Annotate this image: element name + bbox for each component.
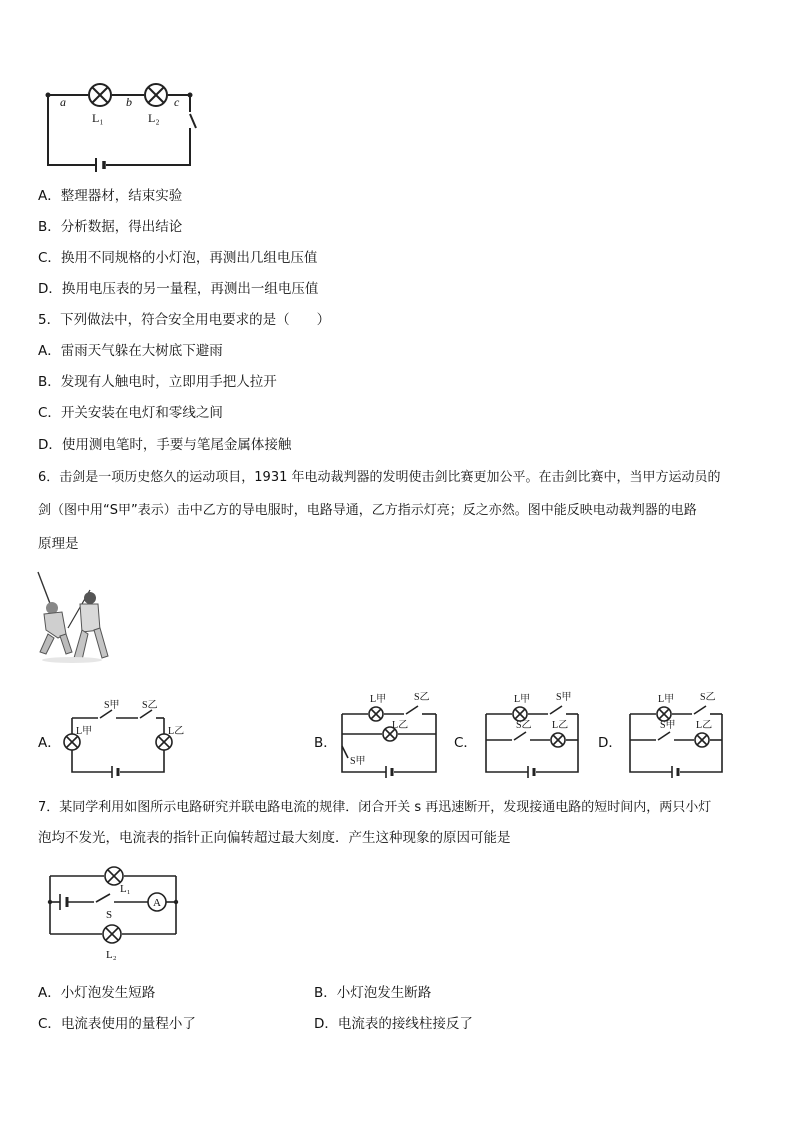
- svg-text:L乙: L乙: [392, 720, 409, 731]
- q6-option-d-circuit: [620, 688, 730, 780]
- q6-option-c-letter: C．: [454, 735, 477, 751]
- q6-option-d-letter: D．: [598, 735, 622, 751]
- svg-text:S乙: S乙: [414, 692, 430, 703]
- q7-option-d: D．电流表的接线柱接反了: [314, 1016, 473, 1032]
- svg-text:S乙: S乙: [700, 692, 716, 703]
- q4-label-a: a: [60, 95, 66, 109]
- q6-option-a-letter: A．: [38, 735, 61, 751]
- q6-option-a-circuit: [60, 694, 190, 778]
- q4-option-d: D．换用电压表的另一量程，再测出一组电压值: [38, 281, 319, 297]
- svg-text:L乙: L乙: [552, 720, 569, 731]
- q7-label-l2: L₂: [106, 949, 117, 961]
- svg-text:L甲: L甲: [658, 694, 675, 705]
- q7-label-s: S: [106, 909, 113, 921]
- svg-text:S乙: S乙: [516, 720, 532, 731]
- q5-option-b: B．发现有人触电时，立即用手把人拉开: [38, 374, 277, 390]
- svg-text:S甲: S甲: [660, 720, 676, 731]
- fencing-photo: [32, 568, 112, 664]
- svg-text:S甲: S甲: [104, 700, 120, 711]
- q6-option-b-letter: B．: [314, 735, 337, 751]
- q4-label-c: c: [174, 95, 180, 109]
- q7-label-ammeter: A: [153, 897, 161, 909]
- svg-text:S甲: S甲: [350, 756, 366, 767]
- q7-stem-line-2: 泡均不发光，电流表的指针正向偏转超过最大刻度．产生这种现象的原因可能是: [38, 830, 511, 846]
- svg-text:L乙: L乙: [696, 720, 713, 731]
- svg-text:L甲: L甲: [370, 694, 387, 705]
- q6-stem-line-2: 剑（图中用“S甲”表示）击中乙方的导电服时，电路导通，乙方指示灯亮；反之亦然。图中能反映电动裁判器的电路: [38, 503, 697, 518]
- q6-stem-line-1: 6．击剑是一项历史悠久的运动项目，1931 年电动裁判器的发明使击剑比赛更加公平。在击剑比赛中，当甲方运动员的: [38, 470, 721, 485]
- q4-option-b: B．分析数据，得出结论: [38, 219, 183, 235]
- q5-stem: 5．下列做法中，符合安全用电要求的是（ ）: [38, 312, 331, 328]
- q5-option-c: C．开关安装在电灯和零线之间: [38, 405, 223, 421]
- q5-option-a: A．雷雨天气躲在大树底下避雨: [38, 343, 223, 359]
- q7-option-c: C．电流表使用的量程小了: [38, 1016, 196, 1032]
- svg-text:S甲: S甲: [556, 692, 572, 703]
- q6-option-b-circuit: [334, 688, 442, 780]
- q4-label-b: b: [126, 95, 132, 109]
- svg-text:L乙: L乙: [168, 726, 185, 737]
- q7-stem-line-1: 7．某同学利用如图所示电路研究并联电路电流的规律．闭合开关 s 再迅速断开，发现接通电路的短时间内，两只小灯: [38, 800, 712, 815]
- svg-text:L甲: L甲: [514, 694, 531, 705]
- q4-label-l2: L₂: [148, 111, 160, 125]
- q7-option-b: B．小灯泡发生断路: [314, 985, 432, 1001]
- q4-option-c: C．换用不同规格的小灯泡，再测出几组电压值: [38, 250, 318, 266]
- q6-option-c-circuit: [476, 688, 586, 780]
- q5-option-d: D．使用测电笔时，手要与笔尾金属体接触: [38, 437, 292, 453]
- q7-option-a: A．小灯泡发生短路: [38, 985, 156, 1001]
- svg-text:S乙: S乙: [142, 700, 158, 711]
- q4-option-a: A．整理器材，结束实验: [38, 188, 183, 204]
- q6-stem-line-3: 原理是: [38, 536, 79, 552]
- svg-text:L甲: L甲: [76, 726, 93, 737]
- q7-circuit-diagram: [40, 862, 190, 962]
- q4-label-l1: L₁: [92, 111, 104, 125]
- q7-label-l1: L₁: [120, 883, 131, 895]
- q4-circuit-diagram: [40, 80, 210, 172]
